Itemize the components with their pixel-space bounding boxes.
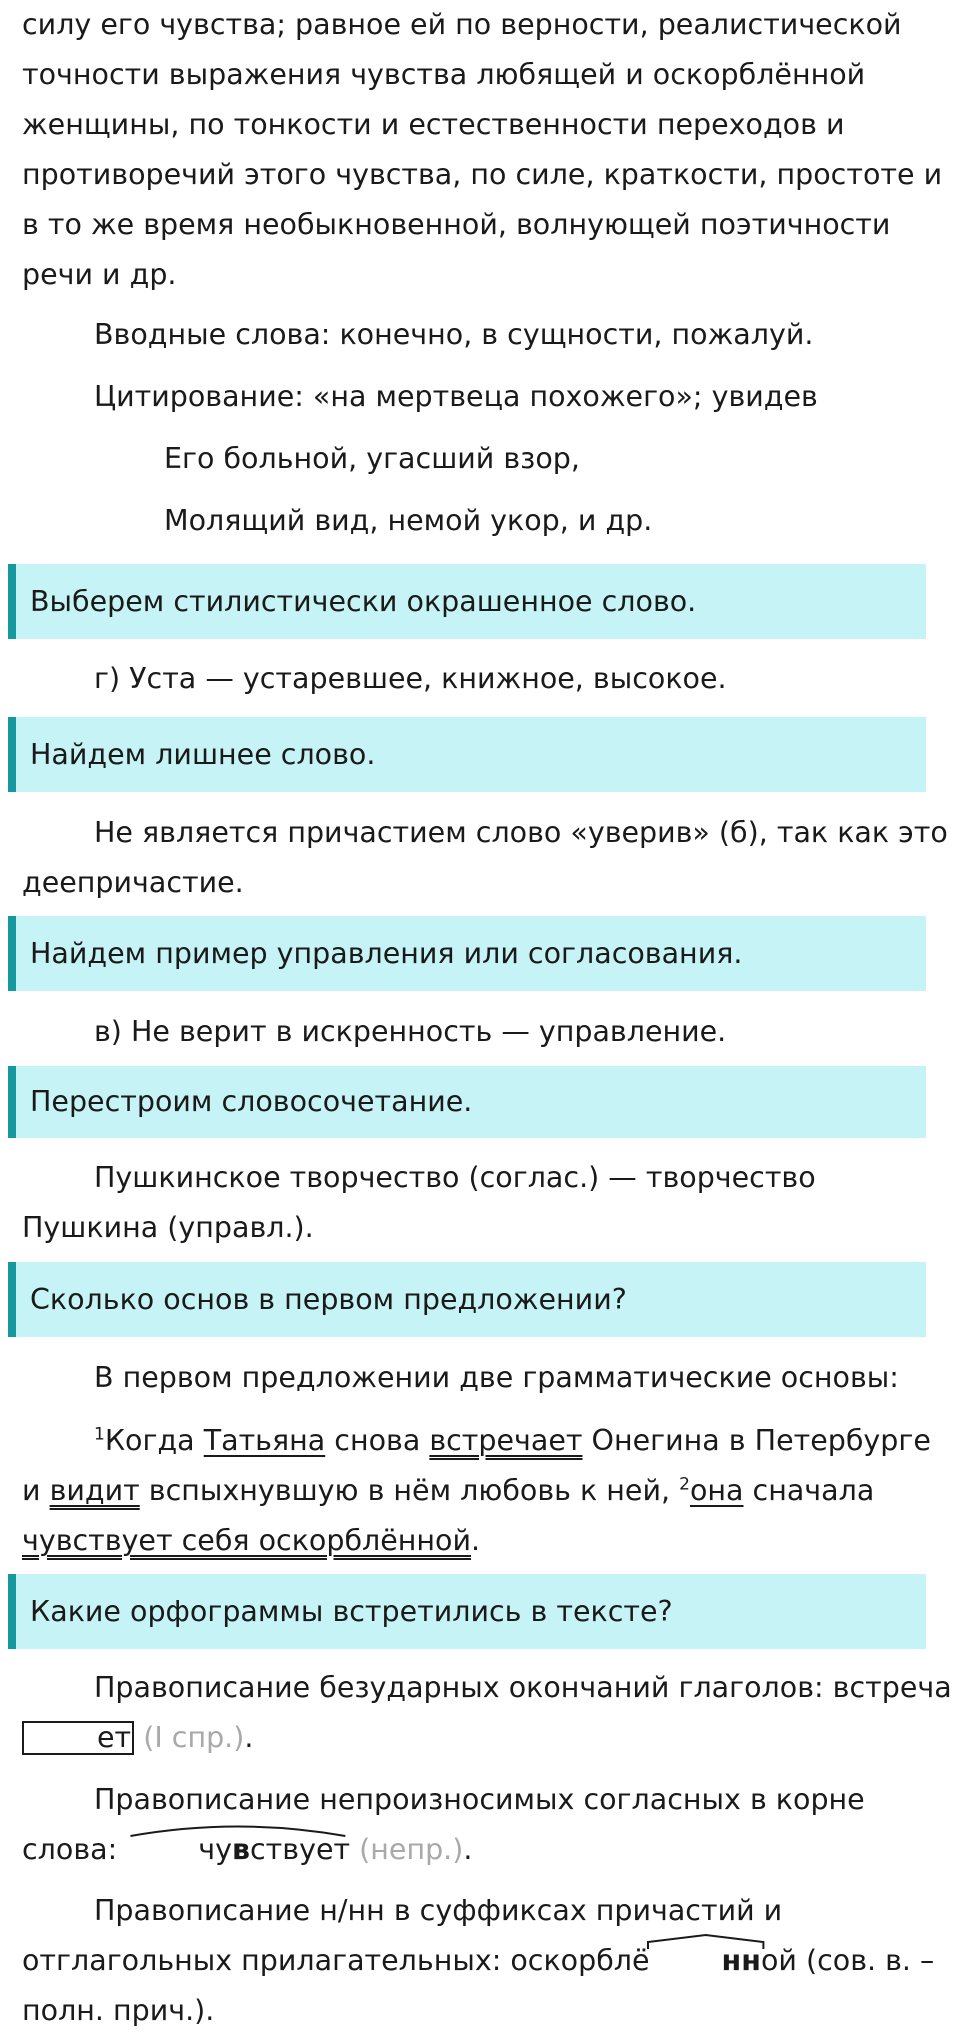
rule-tail: .: [463, 1833, 473, 1866]
rule-note: (I спр.): [134, 1721, 245, 1754]
section-heading-text: Какие орфограммы встретились в тексте?: [30, 1594, 673, 1628]
poem-line-2: Молящий вид, немой укор, и др.: [164, 504, 653, 537]
intro-paragraph: силу его чувства; равное ей по верности, реалистической точности выражения чувства любящей и оскорблённой женщины, по тонкости и естественности переходов и противоречий этого чувства, по силе, краткости, простоте и в то же время необыкновенной, волнующей поэтичности речи и др.: [22, 8, 943, 291]
intro-introductory-words: Вводные слова: конечно, в сущности, пожалуй.: [94, 318, 814, 351]
section-answer-stems: В первом предложении две грамматические основы:: [94, 1361, 899, 1394]
predicate-underlined: видит: [49, 1474, 140, 1507]
section-heading-stylistic: [8, 564, 926, 639]
sentence-text: Когда: [104, 1424, 204, 1457]
section-heading-government: [8, 916, 926, 991]
root-arc-icon: [126, 1823, 350, 1837]
spelling-rule-suffix-nn: [22, 1886, 952, 2036]
rule-text: Правописание непроизносимых согласных в корне слова:: [22, 1783, 865, 1866]
section-heading-text: Найдем пример управления или согласования.: [30, 936, 743, 970]
highlighted-letter: в: [231, 1833, 251, 1866]
ending-box: ет: [22, 1721, 134, 1755]
highlighted-suffix: нн: [721, 1944, 761, 1977]
rule-text: Правописание н/нн в суффиксах причастий и отглагольных прилагательных:: [22, 1894, 783, 1977]
section-heading-text: Перестроим словосочетание.: [30, 1085, 473, 1118]
subject-underlined: она: [689, 1474, 744, 1507]
clause-number-2: 2: [679, 1474, 690, 1495]
predicate-underlined: встречает: [429, 1424, 583, 1457]
sentence-text: сначала: [743, 1474, 875, 1507]
sentence-text: .: [471, 1524, 481, 1557]
section-answer-extra-word: Не является причастием слово «уверив» (б), так как это деепричастие.: [22, 816, 948, 899]
rule-tail: (сов. в. – полн. прич.).: [22, 1944, 935, 2027]
section-heading-rebuild: [8, 1066, 926, 1138]
suffix-roof-icon: [648, 1934, 763, 1950]
poem-line-1: Его больной, угасший взор,: [164, 442, 580, 475]
spelling-rule-verb-endings: [22, 1663, 952, 1763]
section-heading-spelling: [8, 1574, 926, 1649]
section-heading-text: Сколько основ в первом предложении?: [30, 1282, 627, 1316]
suffix-roof-mark: [650, 1936, 761, 1986]
sentence-text: вспыхнувшую в нём любовь к ней,: [139, 1474, 680, 1507]
section-answer-stylistic: г) Уста — устаревшее, книжное, высокое.: [94, 662, 727, 695]
section-heading-text: Выберем стилистически окрашенное слово.: [30, 584, 697, 618]
root-arc-word: [126, 1825, 350, 1875]
clause-number-1: 1: [94, 1424, 105, 1445]
example-word: оскорблё: [510, 1944, 650, 1977]
sentence-text: Онегина в Петербурге и: [22, 1424, 931, 1507]
example-word: ствует: [250, 1833, 351, 1866]
section-answer-government: в) Не верит в искренность — управление.: [94, 1015, 727, 1048]
intro-citation: Цитирование: «на мертвеца похожего»; увидев: [94, 380, 818, 413]
section-heading-stems: [8, 1262, 926, 1337]
sentence-text: снова: [325, 1424, 430, 1457]
section-answer-rebuild: Пушкинское творчество (соглас.) — творчество Пушкина (управл.).: [22, 1161, 816, 1244]
spelling-rule-silent-consonants: [22, 1775, 952, 1875]
section-heading-extra-word: [8, 717, 926, 792]
predicate-underlined: чувствует себя оскорблённой: [22, 1524, 472, 1557]
example-word: чу: [198, 1833, 232, 1866]
section-heading-text: Найдем лишнее слово.: [30, 737, 376, 771]
rule-note: (непр.): [350, 1833, 464, 1866]
example-sentence: [22, 1416, 952, 1566]
subject-underlined: Татьяна: [203, 1424, 326, 1457]
rule-text: Правописание безударных окончаний глаголов:: [94, 1671, 833, 1704]
example-word: ой: [760, 1944, 797, 1977]
rule-tail: .: [244, 1721, 254, 1754]
example-word: встреча: [832, 1671, 952, 1704]
